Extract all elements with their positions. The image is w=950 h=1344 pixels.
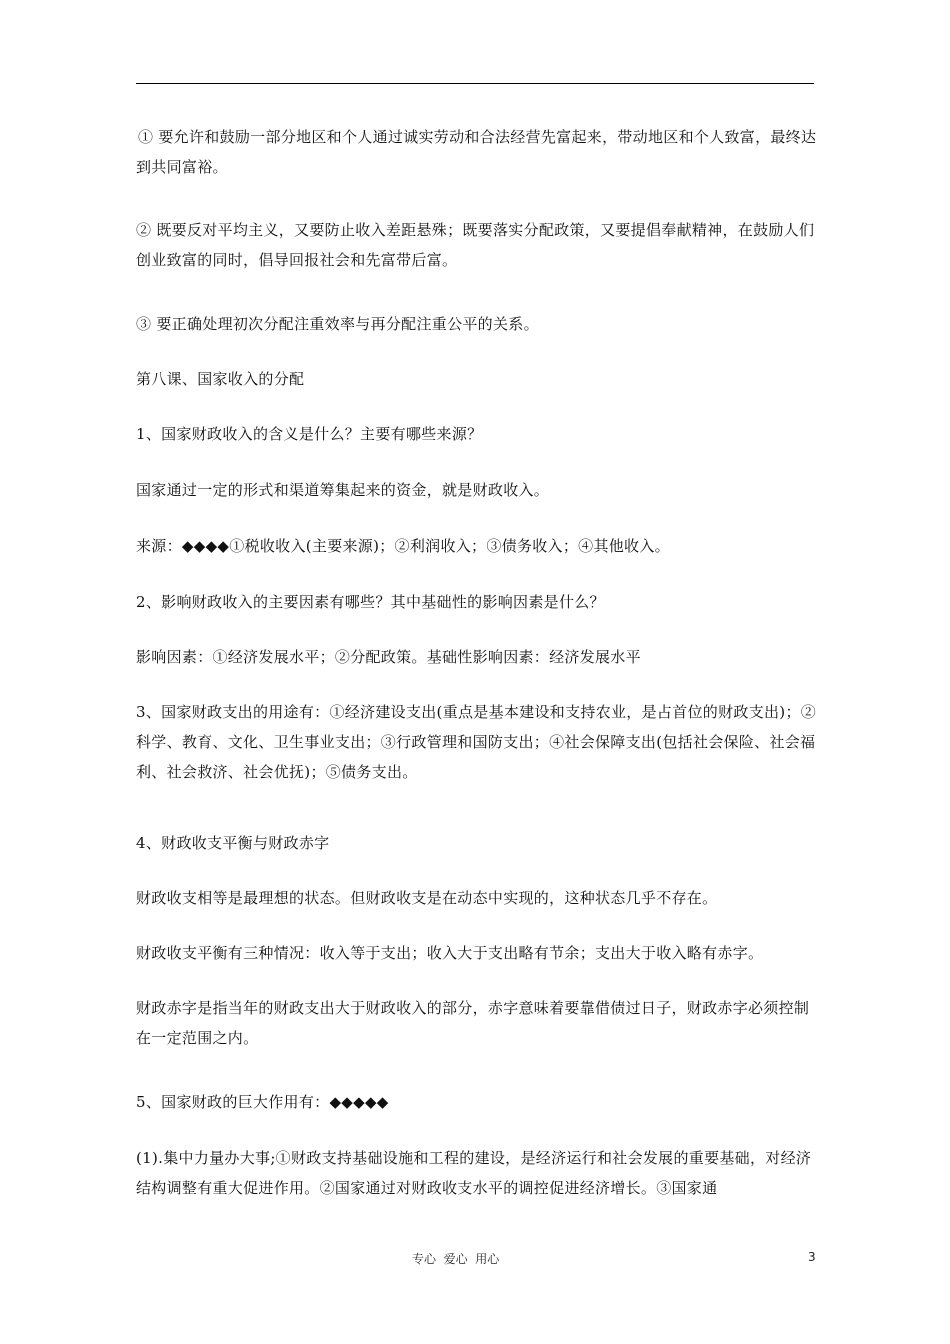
header-rule xyxy=(136,83,814,84)
section-5-item-1: (1).集中力量办大事;①财政支持基础设施和工程的建设，是经济运行和社会发展的重要基础，对经济结构调整有重大促进作用。②国家通过对财政收支水平的调控促进经济增长。③国家通 xyxy=(136,1149,812,1197)
section-5-heading: 5、国家财政的巨大作用有：◆◆◆◆◆ xyxy=(136,1093,389,1111)
lesson-heading: 第八课、国家收入的分配 xyxy=(136,370,305,388)
question-2: 2、影响财政收入的主要因素有哪些？其中基础性的影响因素是什么？ xyxy=(136,593,605,611)
page-number: 3 xyxy=(808,1250,816,1264)
footer-motto: 专心 爱心 用心 xyxy=(412,1252,500,1266)
answer-1-sources: 来源：◆◆◆◆①税收收入(主要来源)；②利润收入；③债务收入；④其他收入。 xyxy=(136,537,670,555)
paragraph-principle-3: ③ 要正确处理初次分配注重效率与再分配注重公平的关系。 xyxy=(136,315,539,333)
section-4-heading: 4、财政收支平衡与财政赤字 xyxy=(136,834,330,852)
paragraph-principle-2: ② 既要反对平均主义，又要防止收入差距悬殊；既要落实分配政策，又要提倡奉献精神，在鼓励人们创业致富的同时，倡导回报社会和先富带后富。 xyxy=(136,221,815,269)
answer-2: 影响因素：①经济发展水平；②分配政策。基础性影响因素：经济发展水平 xyxy=(136,648,641,666)
section-4-para-2: 财政收支平衡有三种情况：收入等于支出；收入大于支出略有节余；支出大于收入略有赤字。 xyxy=(136,944,764,962)
section-3-expenditure: 3、国家财政支出的用途有：①经济建设支出(重点是基本建设和支持农业，是占首位的财政支出)；②科学、教育、文化、卫生事业支出；③行政管理和国防支出；④社会保障支出(包括社会保险、社会福利、社会救济、社会优抚)；⑤债务支出。 xyxy=(136,703,817,781)
section-4-para-3: 财政赤字是指当年的财政支出大于财政收入的部分，赤字意味着要靠借债过日子，财政赤字必须控制在一定范围之内。 xyxy=(136,999,810,1047)
question-1: 1、国家财政收入的含义是什么？主要有哪些来源？ xyxy=(136,425,483,443)
paragraph-principle-1: ① 要允许和鼓励一部分地区和个人通过诚实劳动和合法经营先富起来，带动地区和个人致富，最终达到共同富裕。 xyxy=(136,128,817,176)
section-4-para-1: 财政收支相等是最理想的状态。但财政收支是在动态中实现的，这种状态几乎不存在。 xyxy=(136,889,718,907)
answer-1-definition: 国家通过一定的形式和渠道筹集起来的资金，就是财政收入。 xyxy=(136,481,550,499)
